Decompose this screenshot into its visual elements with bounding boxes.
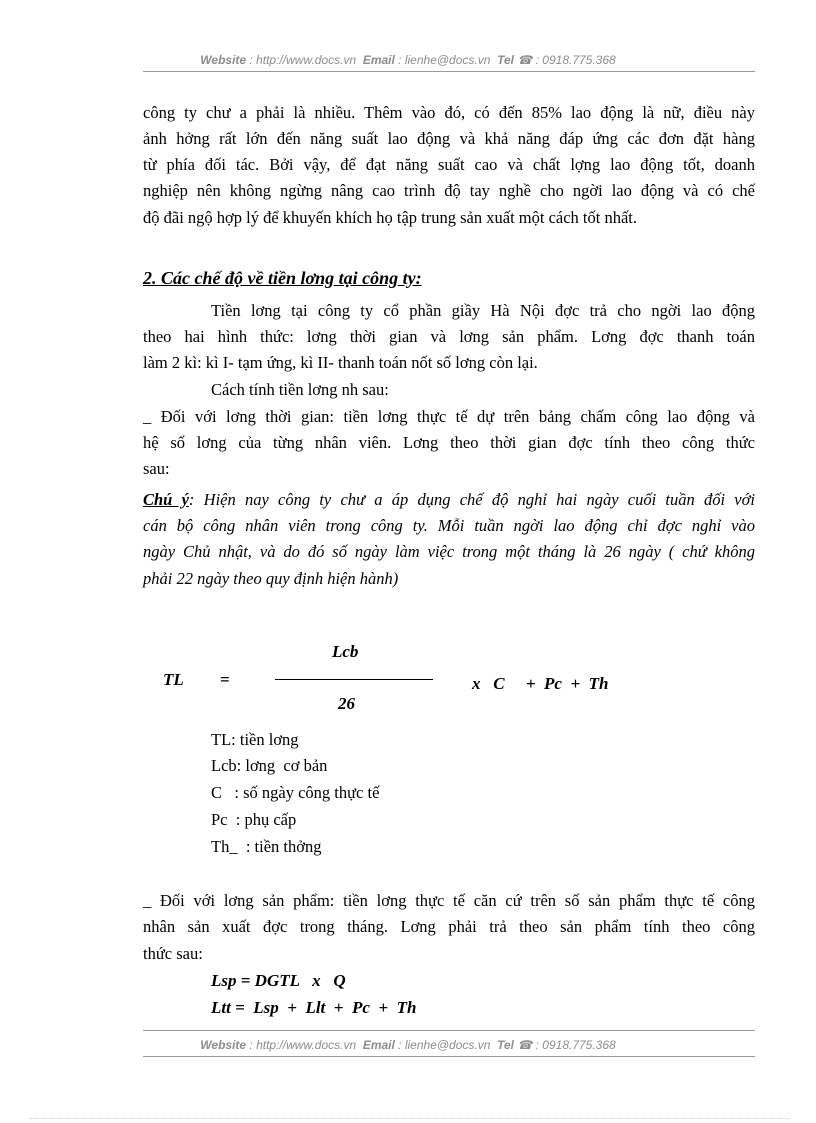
formula1-lhs: TL [163,670,184,689]
website-url[interactable]: : http://www.docs.vn [249,53,357,67]
formula1-rest: x C + Pc + Th [472,674,609,693]
footer-rule-bottom [143,1056,755,1057]
para1-line-2: ảnh hởng rất lớn đến năng suất lao động và khả năng đáp ứng các đơn đặt hàng [143,129,755,148]
product-wage-line-2: nhân sản xuất đợc trong tháng. Lơng phải trả theo sản phẩm tính theo công [143,917,755,936]
page-header [0,53,816,67]
formula3: Ltt = Lsp + Llt + Pc + Th [211,998,417,1017]
email-address[interactable]: : lienhe@docs.vn [398,53,491,67]
footer-tel-label: Tel [497,1038,514,1052]
footer-website-url[interactable]: : http://www.docs.vn [249,1038,357,1052]
tel-label: Tel [497,53,514,67]
footer-rule [143,1030,755,1031]
phone-icon: ☎ [517,53,533,67]
legend-c: C : số ngày công thực tế [211,783,380,802]
para1-line-1: công ty chư a phải là nhiều. Thêm vào đó, có đến 85% lao động là nữ, điều này [143,103,755,122]
para1-line-5: độ đãi ngộ hợp lý để khuyến khích họ tập trung sản xuất một cách tốt nhất. [143,208,638,227]
calc-intro: Cách tính tiền lơng nh sau: [211,380,389,399]
formula2: Lsp = DGTL x Q [211,971,346,990]
note-line-1 [143,490,755,510]
legend-pc: Pc : phụ cấp [211,810,297,829]
product-wage-line-3: thức sau: [143,944,203,963]
formula1-denominator: 26 [338,694,355,713]
page-edge [30,1118,790,1119]
note-line-3: ngày Chủ nhật, và do đó số ngày làm việc trong một tháng là 26 ngày ( chứ không [143,542,755,561]
legend-lcb: Lcb: lơng cơ bản [211,756,328,775]
section-heading: 2. Các chế độ về tiền lơng tại công ty: [143,268,422,288]
formula1-numerator: Lcb [332,642,359,661]
legend-th: Th_ : tiền thởng [211,837,322,856]
product-wage-line-1: _ Đối với lơng sản phẩm: tiền lơng thực tế căn cứ trên số sản phẩm thực tế công [143,891,755,910]
note-line-2: cán bộ công nhân viên trong công ty. Mỗi tuần ngời lao động chỉ đợc nghỉ vào [143,516,755,535]
page-footer [0,1038,816,1052]
para2-line-3: làm 2 kì: kì I- tạm ứng, kì II- thanh toán nốt số lơng còn lại. [143,353,538,372]
formula1-equals: = [220,670,230,689]
time-wage-line-3: sau: [143,459,170,478]
time-wage-line-1: _ Đối với lơng thời gian: tiền lơng thực tế dự trên bảng chấm công lao động và [143,407,755,426]
time-wage-line-2: hệ số lơng của từng nhân viên. Lơng theo thời gian đợc tính theo công thức [143,433,755,452]
note-text-1: : Hiện nay công ty chư a áp dụng chế độ nghỉ hai ngày cuối tuần đối với [188,490,756,509]
footer-email-address[interactable]: : lienhe@docs.vn [398,1038,491,1052]
phone-icon: ☎ [517,1038,533,1052]
para1-line-4: nghiệp nên không ngừng nâng cao trình độ tay nghề cho ngời lao động và có chế [143,181,755,200]
para1-line-3: từ phía đối tác. Bởi vậy, để đạt năng suất cao và chất lợng lao động tốt, doanh [143,155,755,174]
footer-tel-number: : 0918.775.368 [535,1038,616,1052]
email-label: Email [362,53,395,67]
para2-line-1: Tiền lơng tại công ty cổ phần giầy Hà Nội đợc trả cho ngời lao động [211,301,755,320]
header-rule [143,71,755,72]
legend-tl: TL: tiền lơng [211,730,299,749]
fraction-bar [275,679,433,680]
footer-website-label: Website [200,1038,247,1052]
tel-number: : 0918.775.368 [535,53,616,67]
footer-email-label: Email [362,1038,395,1052]
note-label: Chú ý [143,490,189,509]
note-line-4: phải 22 ngày theo quy định hiện hành) [143,569,399,588]
website-label: Website [200,53,247,67]
para2-line-2: theo hai hình thức: lơng thời gian và lơng sản phẩm. Lơng đợc thanh toán [143,327,755,346]
